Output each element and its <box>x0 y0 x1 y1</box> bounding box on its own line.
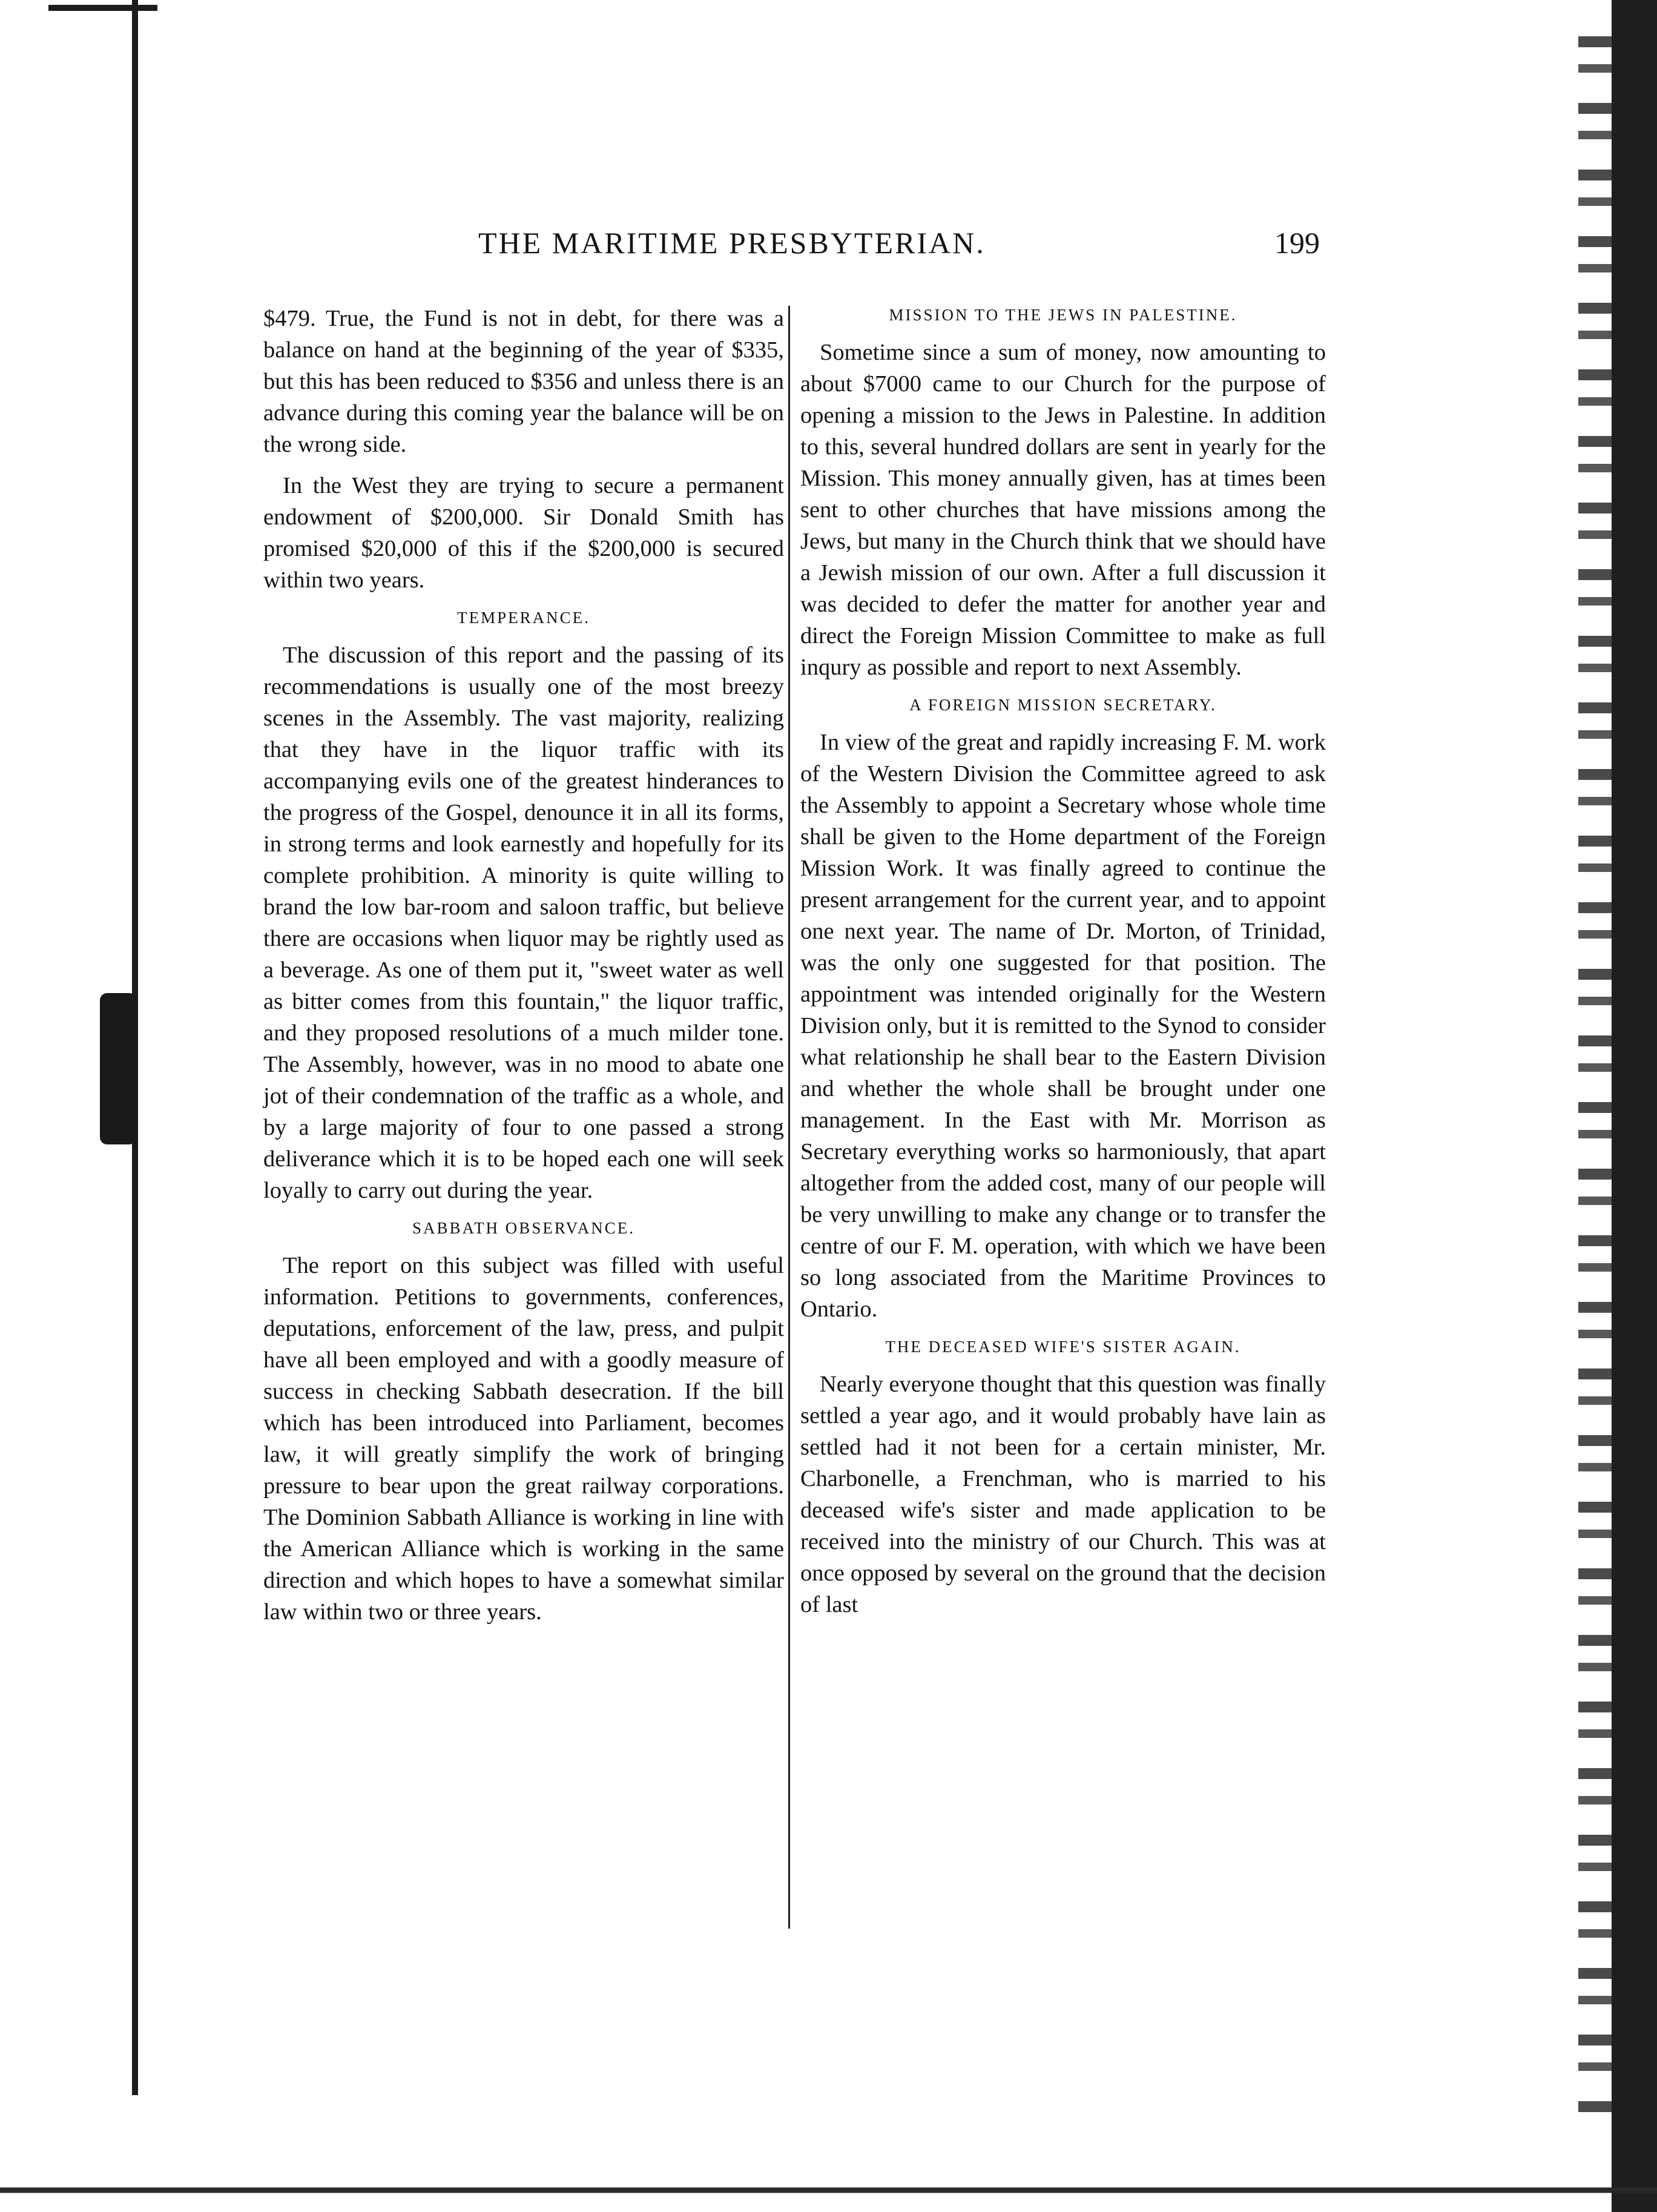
scan-edge-top-mark <box>48 5 157 11</box>
running-title: THE MARITIME PRESBYTERIAN. <box>478 226 986 260</box>
section-heading-secretary: A FOREIGN MISSION SECRETARY. <box>909 696 1217 714</box>
page-number: 199 <box>1274 226 1320 260</box>
section-heading-temperance: TEMPERANCE. <box>457 609 590 627</box>
paragraph-temperance: The discussion of this report and the passing of its recommendations is usually one of the most breezy scenes in the Assembly. The vast majority, realizing that they have in the liquor traffic with its accompanying evils one of the greatest hinderances to the progress of the Gospel, denounce it in all its forms, in strong terms and look earnestly and hopefully for its complete prohibition. A minority is quite willing to brand the low bar-room and saloon traffic, but believe there are occasions when liquor may be rightly used as a beverage. As one of them put it, "sweet water as well as bitter comes from this fountain," the liquor traffic, and they proposed resolutions of a much milder tone. The Assembly, however, was in no mood to abate one jot of their condemnation of the traffic as a whole, and by a large majority of four to one passed a strong deliverance which it is to be hoped each one will seek loyally to carry out during the year. <box>263 642 784 1203</box>
scan-edge-bottom <box>0 2158 1657 2212</box>
paragraph-sabbath: The report on this subject was filled with useful information. Petitions to governments, conferences, deputations, enforcement of the law, press, and pulpit have all been employed and with a goodly measure of success in checking Sabbath desecration. If the bill which has been introduced into Parliament, becomes law, it will greatly simplify the work of bringing pressure to bear upon the great railway corporations. The Dominion Sabbath Alliance is working in line with the American Alliance which is working in the same direction and which hopes to have a somewhat similar law within two or three years. <box>263 1253 784 1625</box>
paragraph-sister: Nearly everyone thought that this question was finally settled a year ago, and it would probably have lain as settled had it not been for a certain minister, Mr. Charbonelle, a Frenchman, who is married to his deceased wife's sister and made application to be received into the ministry of our Church. This was at once opposed by several on the ground that the decision of last <box>800 1372 1326 1617</box>
section-heading-sister: THE DECEASED WIFE'S SISTER AGAIN. <box>885 1338 1241 1356</box>
scan-ink-blot <box>100 993 136 1144</box>
paragraph-endowment: In the West they are trying to secure a permanent endowment of $200,000. Sir Donald Smith has promised $20,000 of this if the $200,000 is secured within two years. <box>263 473 784 593</box>
left-column <box>263 303 784 1637</box>
column-divider <box>788 306 790 1929</box>
page-header <box>212 225 1320 268</box>
scan-edge-right-fringe <box>1578 36 1612 2125</box>
scan-edge-right <box>1612 0 1657 2212</box>
paragraph-jews-mission: Sometime since a sum of money, now amounting to about $7000 came to our Church for the purpose of opening a mission to the Jews in Palestine. In addition to this, several hundred dollars are sent in yearly for the Mission. This money annually given, has at times been sent to other churches that have missions among the Jews, but many in the Church think that we should have a Jewish mission of our own. After a full discussion it was decided to defer the matter for another year and direct the Foreign Mission Committee to make as full inqury as possible and report to next Assembly. <box>800 340 1326 680</box>
paragraph-secretary: In view of the great and rapidly increasing F. M. work of the Western Division the Committee agreed to ask the Assembly to appoint a Secretary whose whole time shall be given to the Home department of the Foreign Mission Work. It was finally agreed to continue the present arrangement for the current year, and to appoint one next year. The name of Dr. Morton, of Trinidad, was the only one suggested for that position. The appointment was intended originally for the Western Division only, but it is remitted to the Synod to consider what relationship he shall bear to the Eastern Division and whether the whole shall be brought under one management. In the East with Mr. Morrison as Secretary everything works so harmoniously, that apart altogether from the added cost, many of our people will be very unwilling to make any change or to transfer the centre of our F. M. operation, with which we have been so long associated from the Maritime Provinces to Ontario. <box>800 730 1326 1322</box>
paragraph-fund-continued: $479. True, the Fund is not in debt, for there was a balance on hand at the beginning of the year of $335, but this has been reduced to $356 and unless there is an advance during this coming year the balance will be on the wrong side. <box>263 306 784 457</box>
right-column <box>800 303 1326 1630</box>
section-heading-sabbath: SABBATH OBSERVANCE. <box>412 1219 635 1237</box>
section-heading-jews-mission: MISSION TO THE JEWS IN PALESTINE. <box>889 306 1237 324</box>
